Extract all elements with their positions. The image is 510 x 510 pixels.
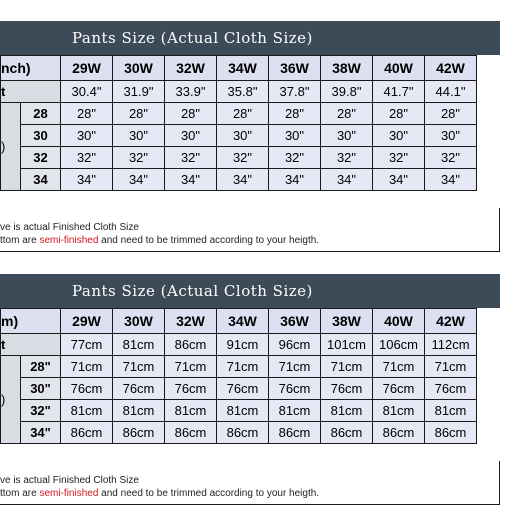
inseam-value: 28" xyxy=(373,103,425,125)
inseam-value: 28" xyxy=(217,103,269,125)
size-header: 42W xyxy=(425,309,477,334)
size-header: 36W xyxy=(269,56,321,81)
size-header: 42W xyxy=(425,56,477,81)
waist-value: 81cm xyxy=(113,334,165,356)
waist-value: 112cm xyxy=(425,334,477,356)
inseam-value: 86cm xyxy=(373,422,425,444)
unit-label: nch) xyxy=(1,56,61,81)
inseam-value: 28" xyxy=(321,103,373,125)
waist-value: 91cm xyxy=(217,334,269,356)
inseam-row xyxy=(1,400,477,422)
inseam-value: 30" xyxy=(61,125,113,147)
inseam-value: 32" xyxy=(217,147,269,169)
inseam-value: 71cm xyxy=(165,356,217,378)
size-header: 30W xyxy=(113,309,165,334)
waist-value: 31.9" xyxy=(113,81,165,103)
inseam-value: 86cm xyxy=(425,422,477,444)
inseam-value: 32" xyxy=(373,147,425,169)
inseam-value: 76cm xyxy=(373,378,425,400)
inseam-key: 30 xyxy=(21,125,61,147)
size-table-inch xyxy=(0,55,477,191)
inseam-value: 32" xyxy=(61,147,113,169)
waist-value: 101cm xyxy=(321,334,373,356)
note-text: and need to be trimmed according to your heigth. xyxy=(98,235,320,246)
inseam-value: 76cm xyxy=(61,378,113,400)
inseam-value: 81cm xyxy=(269,400,321,422)
note-finished-size: ve is actual Finished Cloth Size xyxy=(0,222,139,233)
inseam-value: 76cm xyxy=(269,378,321,400)
waist-value: 33.9" xyxy=(165,81,217,103)
inseam-value: 34" xyxy=(269,169,321,191)
inseam-value: 32" xyxy=(321,147,373,169)
inseam-value: 28" xyxy=(165,103,217,125)
size-header: 32W xyxy=(165,56,217,81)
inseam-row xyxy=(1,356,477,378)
inseam-value: 71cm xyxy=(373,356,425,378)
inseam-value: 71cm xyxy=(269,356,321,378)
inseam-value: 86cm xyxy=(165,422,217,444)
inseam-value: 71cm xyxy=(425,356,477,378)
size-header: 34W xyxy=(217,56,269,81)
size-header-row xyxy=(1,309,477,334)
inseam-value: 81cm xyxy=(373,400,425,422)
note-text: ttom are xyxy=(0,488,40,499)
size-header: 30W xyxy=(113,56,165,81)
size-header: 40W xyxy=(373,56,425,81)
inseam-row xyxy=(1,103,477,125)
waist-value: 41.7" xyxy=(373,81,425,103)
inseam-value: 34" xyxy=(61,169,113,191)
inseam-value: 86cm xyxy=(113,422,165,444)
unit-label: m) xyxy=(1,309,61,334)
inseam-value: 86cm xyxy=(269,422,321,444)
size-note xyxy=(0,461,500,505)
chart-title: Pants Size (Actual Cloth Size) xyxy=(0,21,500,55)
size-header: 29W xyxy=(61,56,113,81)
inseam-key: 32 xyxy=(21,147,61,169)
inseam-value: 30" xyxy=(269,125,321,147)
note-finished-size: ve is actual Finished Cloth Size xyxy=(0,475,139,486)
inseam-row xyxy=(1,422,477,444)
inseam-value: 76cm xyxy=(165,378,217,400)
inseam-value: 71cm xyxy=(113,356,165,378)
waist-value: 44.1" xyxy=(425,81,477,103)
waist-value: 39.8" xyxy=(321,81,373,103)
size-header: 38W xyxy=(321,56,373,81)
chart-title: Pants Size (Actual Cloth Size) xyxy=(0,274,500,308)
inseam-key: 28" xyxy=(21,356,61,378)
waist-row xyxy=(1,81,477,103)
waist-value: 37.8" xyxy=(269,81,321,103)
inseam-value: 30" xyxy=(113,125,165,147)
inseam-value: 30" xyxy=(165,125,217,147)
inseam-value: 34" xyxy=(113,169,165,191)
inseam-value: 28" xyxy=(61,103,113,125)
inseam-value: 30" xyxy=(321,125,373,147)
inseam-value: 71cm xyxy=(321,356,373,378)
inseam-value: 71cm xyxy=(61,356,113,378)
inseam-value: 28" xyxy=(425,103,477,125)
note-semi-finished xyxy=(0,235,319,246)
inseam-row xyxy=(1,147,477,169)
inseam-value: 30" xyxy=(425,125,477,147)
waist-value: 86cm xyxy=(165,334,217,356)
inseam-value: 81cm xyxy=(113,400,165,422)
note-text: and need to be trimmed according to your heigth. xyxy=(98,488,320,499)
size-table-cm xyxy=(0,308,477,444)
inseam-value: 32" xyxy=(165,147,217,169)
inseam-value: 81cm xyxy=(217,400,269,422)
inseam-value: 81cm xyxy=(165,400,217,422)
inseam-value: 28" xyxy=(113,103,165,125)
note-text: ttom are xyxy=(0,235,40,246)
inseam-key: 28 xyxy=(21,103,61,125)
inseam-value: 30" xyxy=(373,125,425,147)
waist-value: 77cm xyxy=(61,334,113,356)
note-highlight: semi-finished xyxy=(39,235,99,246)
size-header-row xyxy=(1,56,477,81)
inseam-key: 34 xyxy=(21,169,61,191)
note-highlight: semi-finished xyxy=(39,488,99,499)
inseam-value: 34" xyxy=(165,169,217,191)
waist-value: 30.4" xyxy=(61,81,113,103)
inseam-value: 34" xyxy=(425,169,477,191)
size-header: 34W xyxy=(217,309,269,334)
size-header: 32W xyxy=(165,309,217,334)
inseam-key: 32" xyxy=(21,400,61,422)
inseam-value: 34" xyxy=(321,169,373,191)
inseam-group-label: ) xyxy=(1,103,21,191)
inseam-value: 86cm xyxy=(61,422,113,444)
inseam-value: 86cm xyxy=(321,422,373,444)
inseam-value: 81cm xyxy=(321,400,373,422)
inseam-value: 86cm xyxy=(217,422,269,444)
inseam-value: 81cm xyxy=(61,400,113,422)
inseam-row xyxy=(1,169,477,191)
inseam-value: 76cm xyxy=(425,378,477,400)
waist-row xyxy=(1,334,477,356)
inseam-key: 34" xyxy=(21,422,61,444)
size-header: 40W xyxy=(373,309,425,334)
size-header: 36W xyxy=(269,309,321,334)
inseam-row xyxy=(1,125,477,147)
inseam-value: 71cm xyxy=(217,356,269,378)
waist-value: 106cm xyxy=(373,334,425,356)
inseam-value: 32" xyxy=(269,147,321,169)
size-header: 29W xyxy=(61,309,113,334)
size-note xyxy=(0,208,500,252)
inseam-value: 76cm xyxy=(217,378,269,400)
waist-label: t xyxy=(1,334,61,356)
waist-value: 96cm xyxy=(269,334,321,356)
inseam-value: 81cm xyxy=(425,400,477,422)
inseam-value: 32" xyxy=(425,147,477,169)
inseam-value: 32" xyxy=(113,147,165,169)
note-semi-finished xyxy=(0,488,319,499)
inseam-value: 28" xyxy=(269,103,321,125)
inseam-value: 76cm xyxy=(321,378,373,400)
inseam-value: 76cm xyxy=(113,378,165,400)
size-header: 38W xyxy=(321,309,373,334)
inseam-key: 30" xyxy=(21,378,61,400)
inseam-value: 34" xyxy=(217,169,269,191)
inseam-value: 30" xyxy=(217,125,269,147)
waist-label: t xyxy=(1,81,61,103)
inseam-group-label: ) xyxy=(1,356,21,444)
inseam-row xyxy=(1,378,477,400)
inseam-value: 34" xyxy=(373,169,425,191)
waist-value: 35.8" xyxy=(217,81,269,103)
